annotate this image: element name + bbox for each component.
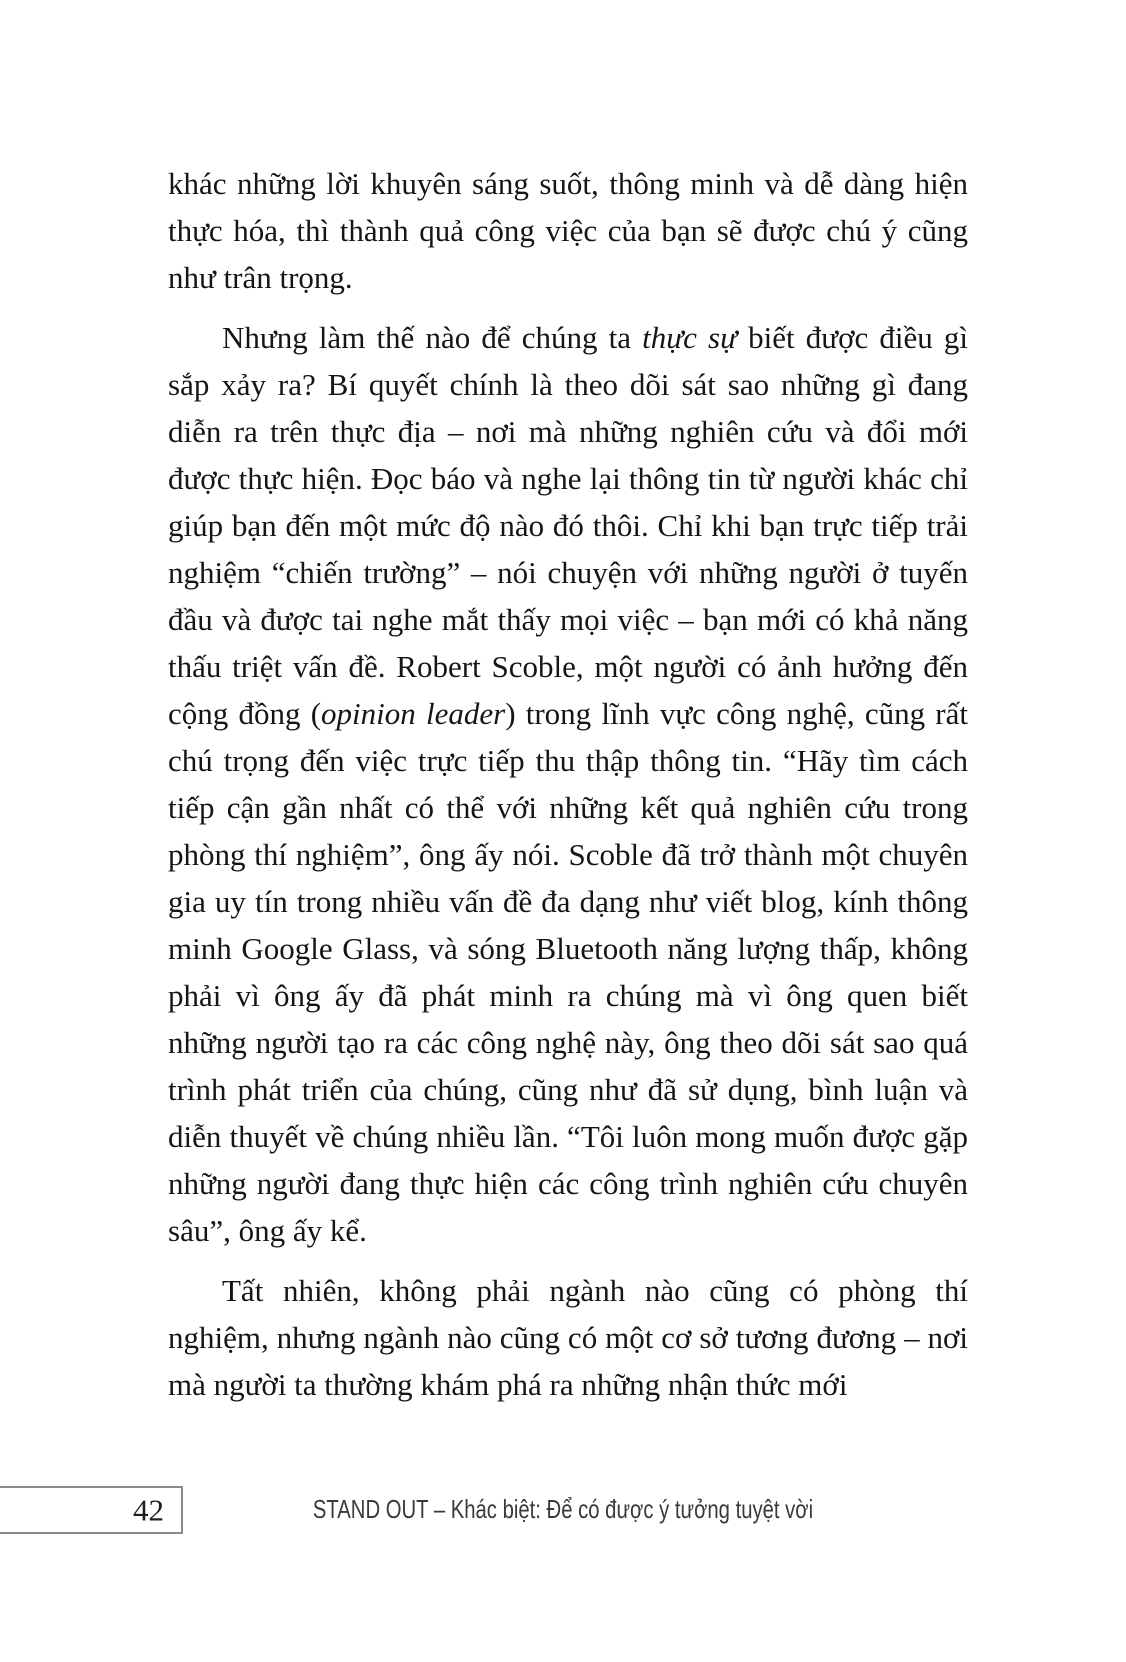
paragraph bbox=[168, 160, 968, 301]
italic-text-run: opinion leader bbox=[321, 696, 506, 731]
text-run: khác những lời khuyên sáng suốt, thông minh và dễ dàng hiện thực hóa, thì thành quả công việc của bạn sẽ được chú ý cũng như trân trọng. bbox=[168, 166, 968, 295]
running-title: STAND OUT – Khác biệt: Để có được ý tưởng tuyệt vời bbox=[312, 1494, 814, 1524]
text-run: Tất nhiên, không phải ngành nào cũng có phòng thí nghiệm, nhưng ngành nào cũng có một cơ sở tương đương – nơi mà người ta thường khám phá ra những nhận thức mới bbox=[168, 1273, 968, 1402]
text-run: ) trong lĩnh vực công nghệ, cũng rất chú trọng đến việc trực tiếp thu thập thông tin. “Hãy tìm cách tiếp cận gần nhất có thể với những kết quả nghiên cứu trong phòng thí nghiệm”, ông ấy nói. Scoble đã trở thành một chuyên gia uy tín trong nhiều vấn đề đa dạng như viết blog, kính thông minh Google Glass, và sóng Bluetooth năng lượng thấp, không phải vì ông ấy đã phát minh ra chúng mà vì ông quen biết những người tạo ra các công nghệ này, ông theo dõi sát sao quá trình phát triển của chúng, cũng như đã sử dụng, bình luận và diễn thuyết về chúng nhiều lần. “Tôi luôn mong muốn được gặp những người đang thực hiện các công trình nghiên cứu chuyên sâu”, ông ấy kể. bbox=[168, 696, 968, 1248]
paragraph bbox=[168, 314, 968, 1254]
italic-text-run: thực sự bbox=[642, 320, 738, 355]
paragraph bbox=[168, 1267, 968, 1408]
page-number: 42 bbox=[133, 1492, 164, 1528]
page-body bbox=[168, 160, 968, 1408]
text-run: Nhưng làm thế nào để chúng ta bbox=[222, 320, 643, 355]
page-footer bbox=[0, 1484, 1126, 1544]
text-run: biết được điều gì sắp xảy ra? Bí quyết chính là theo dõi sát sao những gì đang diễn ra trên thực địa – nơi mà những nghiên cứu và đổi mới được thực hiện. Đọc báo và nghe lại thông tin từ người khác chỉ giúp bạn đến một mức độ nào đó thôi. Chỉ khi bạn trực tiếp trải nghiệm “chiến trường” – nói chuyện với những người ở tuyến đầu và được tai nghe mắt thấy mọi việc – bạn mới có khả năng thấu triệt vấn đề. Robert Scoble, một người có ảnh hưởng đến cộng đồng ( bbox=[168, 320, 968, 731]
